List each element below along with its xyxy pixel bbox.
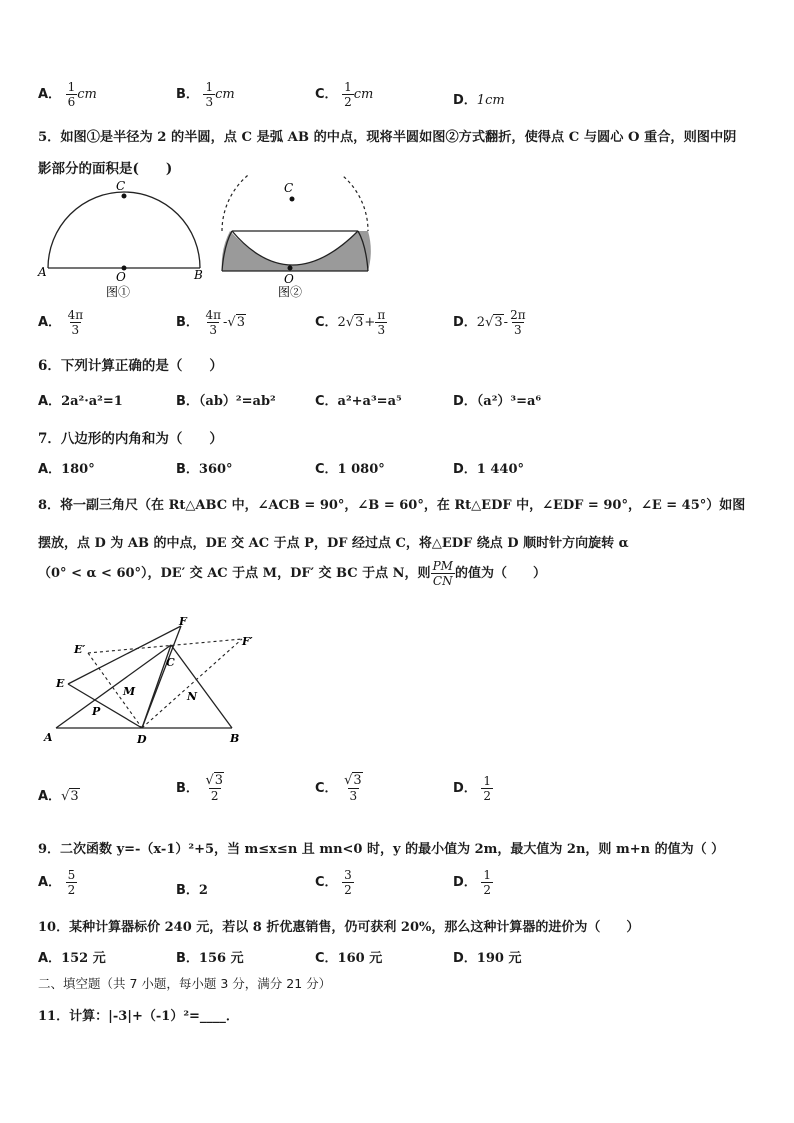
q7-option-a: A．180° [38,462,95,477]
q6-option-c: C．a²+a³=a⁵ [315,394,402,409]
q6-option-a: A．2a²·a²=1 [38,394,123,409]
q5-option-d: D．2√3- $\frac{2\pi}{3}$ [453,308,526,337]
q10-option-d: D．190 元 [453,951,522,966]
q8-stem-line2: 摆放，点 D 为 AB 的中点，DE 交 AC 于点 P，DF 经过点 C，将△EDF 绕点 D 顺时针方向旋转 α [38,536,629,551]
label-n: N [187,690,198,703]
label-e-prime: E′ [74,643,86,656]
point-c [122,194,127,199]
semicircle-arc [48,192,200,268]
q9-stem: 9．二次函数 y=-（x-1）²+5，当 m≤x≤n 且 mn<0 时，y 的最小值为 2m，最大值为 2n，则 m+n 的值为（ ） [38,842,725,857]
q6-option-d: D．（a²）³=a⁶ [453,394,542,409]
q9-option-a: A． $\frac{5}{2}$ [38,868,76,897]
q8-stem-line1: 8．将一副三角尺（在 Rt△ABC 中，∠ACB = 90°，∠B = 60°，在 Rt△EDF 中，∠EDF = 90°，∠E = 45°）如图 [38,498,746,513]
q7-option-d: D．1 440° [453,462,525,477]
label-o: O [116,270,126,284]
q9-option-b: B．2 [176,883,208,898]
q4-option-a: A． $\frac{1}{6}$ cm [38,80,97,109]
point-c [290,197,295,202]
q7-option-c: C．1 080° [315,462,385,477]
label-a: A [44,731,53,744]
q8-option-a: A．√3 [38,789,79,804]
q10-option-a: A．152 元 [38,951,106,966]
q5-stem-line2: 影部分的面积是( ) [38,161,173,177]
q5-option-a: A． $\frac{4\pi}{3}$ [38,308,84,337]
q8-option-d: D． $\frac{1}{2}$ [453,774,491,803]
label-c: C [166,656,175,669]
q5-option-c: C．2√3+ $\frac{\pi}{3}$ [315,308,386,337]
q5-figure-1 [36,175,216,300]
label-m: M [123,685,136,698]
q7-stem: 7．八边形的内角和为（ ） [38,431,223,447]
label-c: C [284,181,294,195]
q8-option-b: B． $\frac{√3}{2}$ [176,773,224,803]
label-f: F [179,615,187,628]
label-a: A [38,265,47,279]
q5-option-b: B． $\frac{4\pi}{3}$ -√3 [176,308,245,337]
label-c: C [116,179,126,193]
q4-option-d: D．1cm [453,93,505,108]
q4-option-c: C． $\frac{1}{2}$ cm [315,80,374,109]
section-2-title: 二、填空题（共 7 小题，每小题 3 分，满分 21 分） [38,976,332,991]
q9-option-c: C． $\frac{3}{2}$ [315,868,352,897]
q7-option-b: B．360° [176,462,233,477]
q6-option-b: B．（ab）²=ab² [176,394,276,409]
label-e: E [56,677,65,690]
q8-stem-line3: （0° < α < 60°），DE′ 交 AC 于点 M，DF′ 交 BC 于点 N，则 $\frac{PM}{CN}$ 的值为（ ） [38,559,546,588]
q5-stem-line1: 5．如图①是半径为 2 的半圆，点 C 是弧 AB 的中点，现将半圆如图②方式翻折，使得点 C 与圆心 O 重合，则图中阴 [38,130,737,145]
label-b: B [230,732,240,745]
caption-fig1: 图① [106,285,131,299]
q9-option-d: D． $\frac{1}{2}$ [453,868,491,897]
q5-figure-2 [210,175,385,300]
label-f-prime: F′ [242,635,253,648]
label-o: O [284,272,294,286]
caption-fig2: 图② [278,285,303,299]
q6-stem: 6．下列计算正确的是（ ） [38,358,223,374]
q4-option-b: B． $\frac{1}{3}$ cm [176,80,235,109]
dashed-arc [222,175,368,231]
q10-stem: 10．某种计算器标价 240 元，若以 8 折优惠销售，仍可获利 20%，那么这种计算器的进价为（ ） [38,920,640,935]
q8-option-c: C． $\frac{√3}{3}$ [315,773,362,803]
q11-stem: 11．计算：|-3|+（-1）²=____． [38,1009,239,1024]
q8-figure [36,615,276,745]
label-b: B [194,268,203,282]
label-d: D [137,733,147,745]
q10-option-b: B．156 元 [176,951,244,966]
q10-option-c: C．160 元 [315,951,383,966]
label-p: P [92,705,101,718]
point-o [288,266,293,271]
